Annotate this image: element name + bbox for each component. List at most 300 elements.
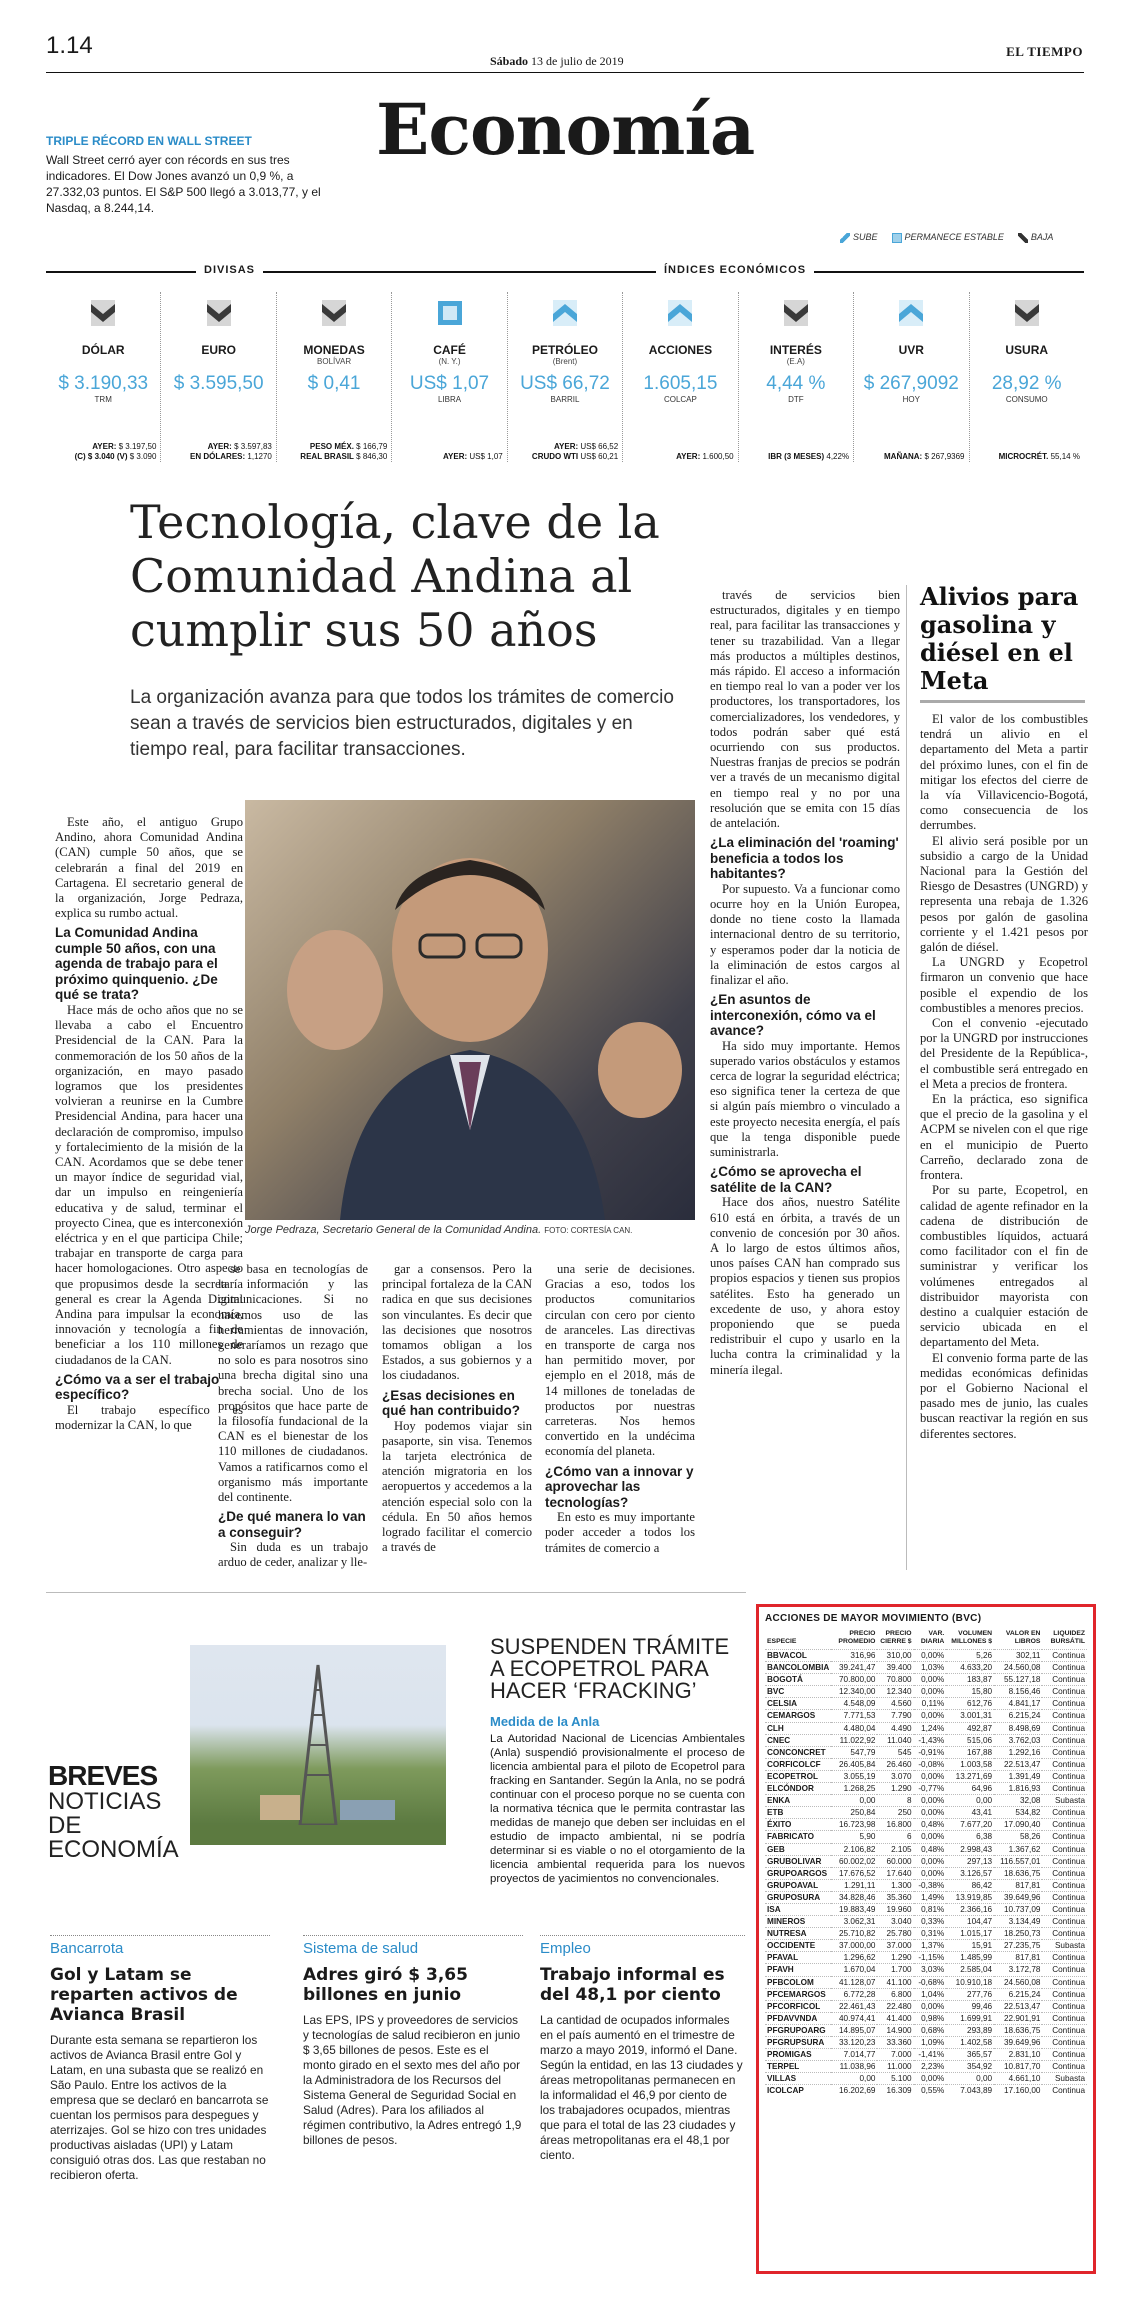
up-chevron-icon (896, 298, 926, 328)
table-row (765, 1674, 1087, 1686)
table-cell: 14.895,07 (831, 2024, 877, 2036)
table-row (765, 1903, 1087, 1915)
issue-date-text: 13 de julio de 2019 (531, 54, 624, 68)
indicator-monedas (277, 292, 392, 462)
footnote-value: $ 3.597,83 (234, 442, 272, 451)
table-cell: Continua (1042, 1855, 1087, 1867)
table-cell: 365,57 (946, 2049, 994, 2061)
brief-title: Adres giró $ 3,65 billones en junio (303, 1965, 468, 2005)
breves-title: BREVES (48, 1760, 158, 1791)
table-row (765, 1746, 1087, 1758)
interview-question: ¿Cómo se aprovecha el satélite de la CAN? (710, 1164, 862, 1195)
table-cell: 39.400 (877, 1662, 913, 1674)
article-headline: Tecnología, clave de la Comunidad Andina al cumplir sus 50 años (130, 495, 660, 657)
breves-divider (46, 1592, 746, 1593)
table-cell: 22.461,43 (831, 2000, 877, 2012)
table-cell: 0,00% (914, 2073, 947, 2085)
article-paragraph: gar a consensos. Pero la principal fortaleza de la CAN radica en que sus decisiones son vinculantes. Es decir que las decisiones que nosotros tomamos obligan a los Estados, a sus gobiernos y a los ciudadanos. (382, 1262, 532, 1383)
table-cell: PROMIGAS (765, 2049, 831, 2061)
indicator-footnote (743, 452, 849, 462)
column-header: VAR. DIARIA (920, 1630, 945, 1645)
footnote-value: 55,14 % (1050, 452, 1080, 461)
table-cell: 250,84 (831, 1807, 877, 1819)
column-divider (906, 585, 907, 1570)
table-cell: 10.817,70 (994, 2061, 1042, 2073)
table-cell: Continua (1042, 1928, 1087, 1940)
table-cell: Continua (1042, 1807, 1087, 1819)
table-cell: 1.003,58 (946, 1758, 994, 1770)
table-cell: 19.883,49 (831, 1903, 877, 1915)
table-cell: 6.215,24 (994, 1988, 1042, 2000)
table-cell: Continua (1042, 1952, 1087, 1964)
table-cell: ICOLCAP (765, 2085, 831, 2097)
down-chevron-icon (1012, 298, 1042, 328)
indicator-value: $ 267,9092 (863, 373, 959, 394)
table-row (765, 1698, 1087, 1710)
table-cell: 0,00 (831, 1795, 877, 1807)
table-cell: FABRICATO (765, 1831, 831, 1843)
table-cell: Continua (1042, 1746, 1087, 1758)
table-cell: 16.309 (877, 2085, 913, 2097)
table-cell: 22.513,47 (994, 1758, 1042, 1770)
table-cell: Continua (1042, 2061, 1087, 2073)
table-cell: 12.340,00 (831, 1686, 877, 1698)
table-cell: 18.636,75 (994, 1867, 1042, 1879)
table-cell: 0,00 (946, 2073, 994, 2085)
article-paragraph: Hace dos años, nuestro Satélite 610 está en órbita, a través de un convenio de concesión por 30 años. A lo largo de estos últimos años, unos países CAN han comprado sus propios espacios y tienen sus propios satélites. Esto ha generado un excedente de uso, y ahora estoy proponiendo que se pueda redistribuir el cupo y usarlo en la lucha contra la criminalidad y la minería ilegal. (710, 1195, 900, 1377)
table-cell: Subasta (1042, 2073, 1087, 2085)
footnote-line (50, 442, 156, 452)
table-cell: 3.062,31 (831, 1916, 877, 1928)
brief-title: Trabajo informal es del 48,1 por ciento (540, 1965, 725, 2005)
table-cell: Continua (1042, 1843, 1087, 1855)
table-cell: 0,00% (914, 1770, 947, 1782)
article-column-3 (382, 1262, 532, 1555)
table-row (765, 1879, 1087, 1891)
table-row (765, 1783, 1087, 1795)
article-paragraph: En esto es muy importante poder acceder a todos los trámites de comercio a (545, 1510, 695, 1555)
table-cell: 116.557,01 (994, 1855, 1042, 1867)
footnote-value: US$ 66,52 (580, 442, 619, 451)
caption-text: Jorge Pedraza, Secretario General de la Comunidad Andina. (245, 1224, 542, 1236)
table-cell: 26.460 (877, 1758, 913, 1770)
table-cell: 18.250,73 (994, 1928, 1042, 1940)
table-row (765, 1734, 1087, 1746)
table-cell: Continua (1042, 1710, 1087, 1722)
table-cell: PFGRUPSURA (765, 2037, 831, 2049)
brief-body: La cantidad de ocupados informales en el país aumentó en el trimestre de marzo a mayo 2019, informó el Dane. Según la entidad, en las 13 ciudades y áreas metropolitanas permanecen en la informalidad el 46,9 por ciento de los trabajadores ocupados, mientras que para el total de las 23 ciudades y áreas metropolitanas era el 48,1 por ciento. (540, 2013, 743, 2162)
table-cell: 293,89 (946, 2024, 994, 2036)
divisas-label: DIVISAS (196, 264, 263, 276)
table-cell: 2.105 (877, 1843, 913, 1855)
indicator-usura (970, 292, 1084, 462)
indicator-name: UVR (898, 343, 924, 357)
footnote-value: $ 3.090 (129, 452, 157, 461)
table-cell: 25.780 (877, 1928, 913, 1940)
alivios-paragraph: En la práctica, eso significa que el precio de la gasolina y el ACPM se nivelen con el que rige en el municipio de Puerto Carreño, declarado zona de frontera. (920, 1092, 1088, 1183)
indicator-café (392, 292, 507, 462)
brief-body: Durante esta semana se repartieron los activos de Avianca Brasil entre Gol y Latam, en una subasta que se realizó en São Paulo. Entre los activos de la empresa que se declaró en bancarrota se cuentan los permisos para despegues y aterrizajes. Gol se hizo con tres unidades productivas aisladas (UPI) y Latam consiguió otras dos. Las que restaban no recibieron oferta. (50, 2033, 269, 2182)
table-cell: 0,00% (914, 1795, 947, 1807)
table-cell: Continua (1042, 1891, 1087, 1903)
bvc-title: ACCIONES DE MAYOR MOVIMIENTO (BVC) (765, 1613, 982, 1624)
table-cell: Continua (1042, 1734, 1087, 1746)
footnote-label: CRUDO WTI (531, 452, 579, 461)
table-cell: 0,00 (946, 1795, 994, 1807)
legend-stable (892, 232, 1004, 243)
section-title: Economía (376, 88, 755, 171)
table-cell: 1.268,25 (831, 1783, 877, 1795)
table-cell: CONCONCRET (765, 1746, 831, 1758)
table-row (765, 1807, 1087, 1819)
table-cell: 2.998,43 (946, 1843, 994, 1855)
indicator-footnote (281, 442, 387, 462)
indicator-unit: HOY (902, 395, 920, 404)
article-paragraph: una serie de decisiones. Gracias a eso, todos los productos comunitarios circulan con cero por ciento de aranceles. Las directivas en transporte de carga nos han permitido mover, por ejemplo en el 2018, más de 14 millones de toneladas de productos por nuestras carreteras. Nos hemos convertido en la undécima economía del planeta. (545, 1262, 695, 1459)
article-column-4 (545, 1262, 695, 1556)
table-cell: Subasta (1042, 1795, 1087, 1807)
article-lede: La organización avanza para que todos los trámites de comercio sean a través de servicios bien estructurados, digitales y en tiempo real, para facilitar transacciones. (130, 687, 674, 760)
table-cell: 4.490 (877, 1722, 913, 1734)
interview-question: ¿Cómo va a ser el trabajo específico? (55, 1371, 220, 1403)
table-cell: 7.677,20 (946, 1819, 994, 1831)
table-row (765, 1819, 1087, 1831)
table-cell: 2.366,16 (946, 1903, 994, 1915)
issue-day: Sábado (490, 54, 529, 68)
indicator-subtitle (161, 357, 275, 367)
table-cell: CLH (765, 1722, 831, 1734)
footnote-line (512, 452, 618, 462)
table-cell: 41.100 (877, 1976, 913, 1988)
table-cell: 3.001,31 (946, 1710, 994, 1722)
indicator-name: DÓLAR (81, 343, 125, 357)
table-cell: 6.800 (877, 1988, 913, 2000)
table-cell: -0,38% (914, 1879, 947, 1891)
indicator-name: PETRÓLEO (531, 343, 598, 357)
column-header: VOLUMEN MILLONES $ (951, 1630, 993, 1645)
indicator-subtitle (970, 357, 1084, 367)
table-row (765, 1891, 1087, 1903)
footnote-line (281, 452, 387, 462)
article-column-5 (710, 588, 900, 1378)
table-cell: Subasta (1042, 1940, 1087, 1952)
indicator-interés (739, 292, 854, 462)
table-row (765, 2024, 1087, 2036)
table-cell: 15,80 (946, 1686, 994, 1698)
table-cell: 1,24% (914, 1722, 947, 1734)
indicator-footnote (974, 452, 1080, 462)
table-cell: 1.300 (877, 1879, 913, 1891)
indicator-petróleo (508, 292, 623, 462)
table-cell: 34.828,46 (831, 1891, 877, 1903)
table-cell: 3.055,19 (831, 1770, 877, 1782)
table-cell: 183,87 (946, 1674, 994, 1686)
indicator-value: US$ 66,72 (520, 373, 610, 394)
table-row (765, 1662, 1087, 1674)
table-row (765, 1940, 1087, 1952)
table-cell: 7.043,89 (946, 2085, 994, 2097)
indicator-dólar (46, 292, 161, 462)
table-cell: 316,96 (831, 1650, 877, 1662)
indicator-value: 28,92 % (991, 373, 1062, 394)
legend-down-label: BAJA (1030, 232, 1054, 242)
footnote-line (974, 452, 1080, 462)
table-cell: 55.127,18 (994, 1674, 1042, 1686)
indicator-value: US$ 1,07 (409, 373, 490, 394)
table-cell: 8 (877, 1795, 913, 1807)
table-cell: 4.661,10 (994, 2073, 1042, 2085)
table-cell: 37.000 (877, 1940, 913, 1952)
stable-square-icon (435, 298, 465, 328)
column-header: LIQUIDEZ BURSÁTIL (1050, 1630, 1085, 1645)
table-row (765, 1722, 1087, 1734)
indicator-footnote (627, 452, 733, 462)
table-cell: 0,55% (914, 2085, 947, 2097)
table-cell: 4.480,04 (831, 1722, 877, 1734)
table-cell: 1,03% (914, 1662, 947, 1674)
table-cell: 7.790 (877, 1710, 913, 1722)
table-cell: 60.000 (877, 1855, 913, 1867)
table-cell: 16.723,98 (831, 1819, 877, 1831)
alivios-body (920, 712, 1088, 1442)
table-cell: 11.040 (877, 1734, 913, 1746)
footnote-line (165, 452, 271, 462)
table-cell: 7.014,77 (831, 2049, 877, 2061)
alivios-paragraph: El alivio será posible por un subsidio a cargo de la Unidad Nacional para la Gestión del Riesgo de Desastres (UNGRD) y representa una rebaja de 1.326 pesos por galón de gasolina corriente y el 1.421 pesos por galón de diésel. (920, 833, 1088, 955)
table-cell: 26.405,84 (831, 1758, 877, 1770)
legend-up-label: SUBE (853, 232, 878, 242)
table-cell: Continua (1042, 1722, 1087, 1734)
table-cell: 3,03% (914, 1964, 947, 1976)
table-cell: BANCOLOMBIA (767, 1663, 830, 1673)
table-cell: 17.640 (877, 1867, 913, 1879)
table-cell: 167,88 (946, 1746, 994, 1758)
indicator-unit: CONSUMO (1005, 395, 1048, 404)
table-cell: 11.022,92 (831, 1734, 877, 1746)
table-cell: Continua (1042, 1988, 1087, 2000)
table-cell: 1.290 (877, 1952, 913, 1964)
footnote-line (281, 442, 387, 452)
footnote-line (165, 442, 271, 452)
indicator-footnote (858, 452, 964, 462)
table-cell: Continua (1042, 2085, 1087, 2097)
table-cell: -0,91% (914, 1746, 947, 1758)
alivios-paragraph: El valor de los combustibles tendrá un alivio en el departamento del Meta a partir del próximo lunes, con el fin de mitigar los efectos del cierre de la vía Villavicencio-Bogotá, como consecuencia de los derrumbes. (920, 712, 1088, 833)
table-cell: 547,79 (831, 1746, 877, 1758)
indicator-subtitle: (E.A) (786, 357, 805, 366)
indicator-uvr (854, 292, 969, 462)
table-cell: Continua (1042, 1783, 1087, 1795)
drilling-rig-illustration (190, 1645, 446, 1845)
table-cell: 0,00% (914, 1686, 947, 1698)
footnote-value: US$ 1,07 (469, 452, 503, 461)
table-cell: Continua (1042, 1770, 1087, 1782)
table-cell: -0,08% (914, 1758, 947, 1770)
table-cell: 4.633,20 (946, 1662, 994, 1674)
table-cell: BBVACOL (765, 1650, 831, 1662)
table-cell: CEMARGOS (765, 1710, 831, 1722)
brand-logo[interactable]: EL TIEMPO (1006, 44, 1083, 59)
table-cell: 297,13 (946, 1855, 994, 1867)
table-cell: GRUBOLIVAR (765, 1855, 831, 1867)
article-photo (245, 800, 695, 1220)
article-paragraph: través de servicios bien estructurados, digitales y en tiempo real, para facilitar las transacciones y tener su trazabilidad. Van a llegar más productos a múltiples destinos, más rápido. El acceso a información en tiempo real lo van a poder ver los productores, los transportadores, los comercializadores, los vendedores, y todos podrán saber qué está ocurriendo con sus productos. Nuestras franjas de precios se podrán ver a través de un mecanismo digital en tiempo real y no por una resolución que se emita con 15 días de antelación. (710, 588, 900, 831)
table-cell: 5,90 (831, 1831, 877, 1843)
table-cell: CELSIA (765, 1698, 831, 1710)
table-cell: 12.340 (877, 1686, 913, 1698)
table-cell: 14.900 (877, 2024, 913, 2036)
table-cell: 6.772,28 (831, 1988, 877, 2000)
down-arrow-icon (1018, 233, 1028, 243)
table-cell: 41.128,07 (831, 1976, 877, 1988)
article-paragraph: Por supuesto. Va a funcionar como ocurre hoy en la Unión Europea, donde no tiene costo la llamada internacional dentro de su territorio, y esperamos poder dar la noticia de la eliminación de estos cargos al finalizar el año. (710, 881, 900, 987)
footnote-value: US$ 60,21 (580, 452, 619, 461)
footnote-label: MAÑANA: (884, 452, 923, 461)
footnote-value: 1.600,50 (702, 452, 734, 461)
table-cell: Continua (1042, 1964, 1087, 1976)
indicator-subtitle: (N. Y.) (438, 357, 461, 366)
table-cell: 612,76 (946, 1698, 994, 1710)
table-cell: Continua (1042, 1758, 1087, 1770)
table-cell: 0,00 (831, 2073, 877, 2085)
table-cell: -0,68% (914, 1976, 947, 1988)
table-cell: 6,38 (946, 1831, 994, 1843)
footnote-label: (C) $ 3.040 (V) (74, 452, 128, 461)
table-cell: ISA (765, 1903, 831, 1915)
table-cell: GEB (765, 1843, 831, 1855)
table-cell: 1.402,58 (946, 2037, 994, 2049)
table-cell: 70.800,00 (831, 1674, 877, 1686)
footnote-value: 4,22% (826, 452, 850, 461)
article-column-2 (218, 1262, 368, 1571)
indicator-subtitle (46, 357, 160, 367)
table-cell: 86,42 (946, 1879, 994, 1891)
table-cell: 277,76 (946, 1988, 994, 2000)
down-chevron-icon (319, 298, 349, 328)
footnote-value: $ 267,9369 (924, 452, 965, 461)
table-cell: 7.000 (877, 2049, 913, 2061)
table-cell: 1.367,62 (994, 1843, 1042, 1855)
indicator-acciones (623, 292, 738, 462)
table-cell: 35.360 (877, 1891, 913, 1903)
article-paragraph: Hace más de ocho años que no se llevaba a cabo el Encuentro Presidencial de la CAN. Para la conmemoración de los 50 años de la organización, en mayo pasado logramos que los presidentes volvieran a reunirse en la Cumbre Presidencial Andina, para hacer una declaración de compromiso, impulso y fortalecimiento de la misión de la CAN. Acordamos que se debe tener un mayor índice de seguridad vial, dar un impulso en reingeniería educativa y de salud, terminar el proyecto Cinea, que es interconexión eléctrica y en el que participa Chile; trabajar en transporte de carga para hacer homologaciones. Otro aspecto que propusimos desde la secretaría general es crear la Agenda Digital Andina para impulsar la economía, innovación y tecnología a fin de beneficiar a los 110 millones de ciudadanos de la CAN. (55, 1002, 243, 1367)
indicator-value: $ 0,41 (307, 373, 361, 394)
table-cell: 70.800 (877, 1674, 913, 1686)
footnote-value: 1,1270 (247, 452, 272, 461)
table-cell: 3.040 (877, 1916, 913, 1928)
article-column-1 (55, 815, 243, 1433)
table-cell: Continua (1042, 2012, 1087, 2024)
table-cell: PFGRUPOARG (765, 2024, 831, 2036)
article-paragraph: Ha sido muy importante. Hemos superado varios obstáculos y estamos cerca de lograr la seguridad eléctrica; eso significa tener la certeza de que si algún país miembro o vinculado a este proyecto necesita energía, el país que la tenga disponible puede suministrarla. (710, 1038, 900, 1160)
table-cell: PFCEMARGOS (765, 1988, 831, 2000)
down-chevron-icon (781, 298, 811, 328)
table-cell: PFAVH (765, 1964, 831, 1976)
footnote-label: MICROCRÉT. (998, 452, 1049, 461)
table-cell: 6 (877, 1831, 913, 1843)
table-cell: 0,48% (914, 1819, 947, 1831)
table-cell: Continua (1042, 1916, 1087, 1928)
indicator-value: $ 3.595,50 (173, 373, 264, 394)
indicator-subtitle: (Brent) (552, 357, 578, 366)
table-row (765, 1650, 1087, 1662)
column-header: VALOR EN LIBROS (1005, 1630, 1041, 1645)
table-cell: 60.002,02 (831, 1855, 877, 1867)
up-arrow-icon (840, 233, 850, 243)
table-row (765, 1928, 1087, 1940)
table-cell: Continua (1042, 1867, 1087, 1879)
table-cell: 1.290 (877, 1783, 913, 1795)
table-cell: 2.585,04 (946, 1964, 994, 1976)
alivios-paragraph: El convenio forma parte de las medidas económicas definidas por el Gobierno Nacional el pasado mes de junio, las cuales buscan reactivar la región en sus diferentes sectores. (920, 1350, 1088, 1441)
page-number: 1.14 (46, 32, 93, 59)
fracking-body: La Autoridad Nacional de Licencias Ambientales (Anla) suspendió provisionalmente el proceso de licencia ambiental para el piloto de Ecopetrol para fracking en Santander. Según la Anla, no se podrá continuar con el proceso porque no se cuenta con la normativa técnica que le permita contrastar las medidas de manejo que deben ser incluidas en el estudio de impacto ambiental, ni se podría determinar si es viable o no el otorgamiento de la licencia ambiental requerida para los nuevos proyectos de yacimientos no convencionales. (490, 1733, 745, 1885)
table-cell: 3.070 (877, 1770, 913, 1782)
table-row (765, 2085, 1087, 2097)
table-cell: 16.202,69 (831, 2085, 877, 2097)
table-row (765, 1952, 1087, 1964)
table-cell: Continua (1042, 1976, 1087, 1988)
table-cell: 0,00% (914, 1674, 947, 1686)
table-cell: Continua (1042, 1819, 1087, 1831)
footnote-value: $ 3.197,50 (118, 442, 157, 451)
article-paragraph: El trabajo específico es modernizar la CAN, lo que (55, 1402, 243, 1432)
photo-caption (245, 1224, 695, 1236)
table-cell: MINEROS (765, 1916, 831, 1928)
footnote-line (50, 452, 156, 462)
indicator-subtitle (854, 357, 968, 367)
table-cell: 0,11% (914, 1698, 947, 1710)
footnote-label: PESO MÉX. (309, 442, 354, 451)
interview-question: ¿Cómo van a innovar y aprovechar las tecnologías? (545, 1463, 694, 1510)
table-row (765, 1686, 1087, 1698)
legend-down (1018, 232, 1054, 243)
table-cell: Continua (1042, 1831, 1087, 1843)
table-cell: Continua (1042, 1879, 1087, 1891)
table-row (765, 1758, 1087, 1770)
table-cell: 1.816,93 (994, 1783, 1042, 1795)
brief-title: Gol y Latam se reparten activos de Avianca Brasil (50, 1965, 238, 2025)
table-cell: OCCIDENTE (765, 1940, 831, 1952)
table-cell: 1.699,91 (946, 2012, 994, 2024)
table-cell: 534,82 (994, 1807, 1042, 1819)
table-row (765, 1770, 1087, 1782)
table-cell: 22.480 (877, 2000, 913, 2012)
table-cell: 1,37% (914, 1940, 947, 1952)
table-cell: ECOPETROL (765, 1770, 831, 1782)
brief-kicker: Sistema de salud (303, 1935, 523, 1957)
indicator-value: 4,44 % (766, 373, 826, 394)
table-cell: 13.271,69 (946, 1770, 994, 1782)
table-cell: 43,41 (946, 1807, 994, 1819)
stable-square-icon (892, 233, 902, 243)
footnote-value: $ 166,79 (356, 442, 388, 451)
table-cell: 2,23% (914, 2061, 947, 2073)
table-cell: 13.919,85 (946, 1891, 994, 1903)
table-cell: 16.800 (877, 1819, 913, 1831)
up-chevron-icon (665, 298, 695, 328)
legend-stable-label: PERMANECE ESTABLE (904, 232, 1004, 242)
table-cell: 0,48% (914, 1843, 947, 1855)
table-cell: PFBCOLOM (765, 1976, 831, 1988)
brief-kicker: Bancarrota (50, 1935, 270, 1957)
table-cell: 4.841,17 (994, 1698, 1042, 1710)
footnote-label: AYER: (92, 442, 117, 451)
table-cell: Continua (1042, 1662, 1087, 1674)
table-cell: 17.676,52 (831, 1867, 877, 1879)
table-cell: 0,00% (914, 1831, 947, 1843)
table-cell: 1.015,17 (946, 1928, 994, 1940)
